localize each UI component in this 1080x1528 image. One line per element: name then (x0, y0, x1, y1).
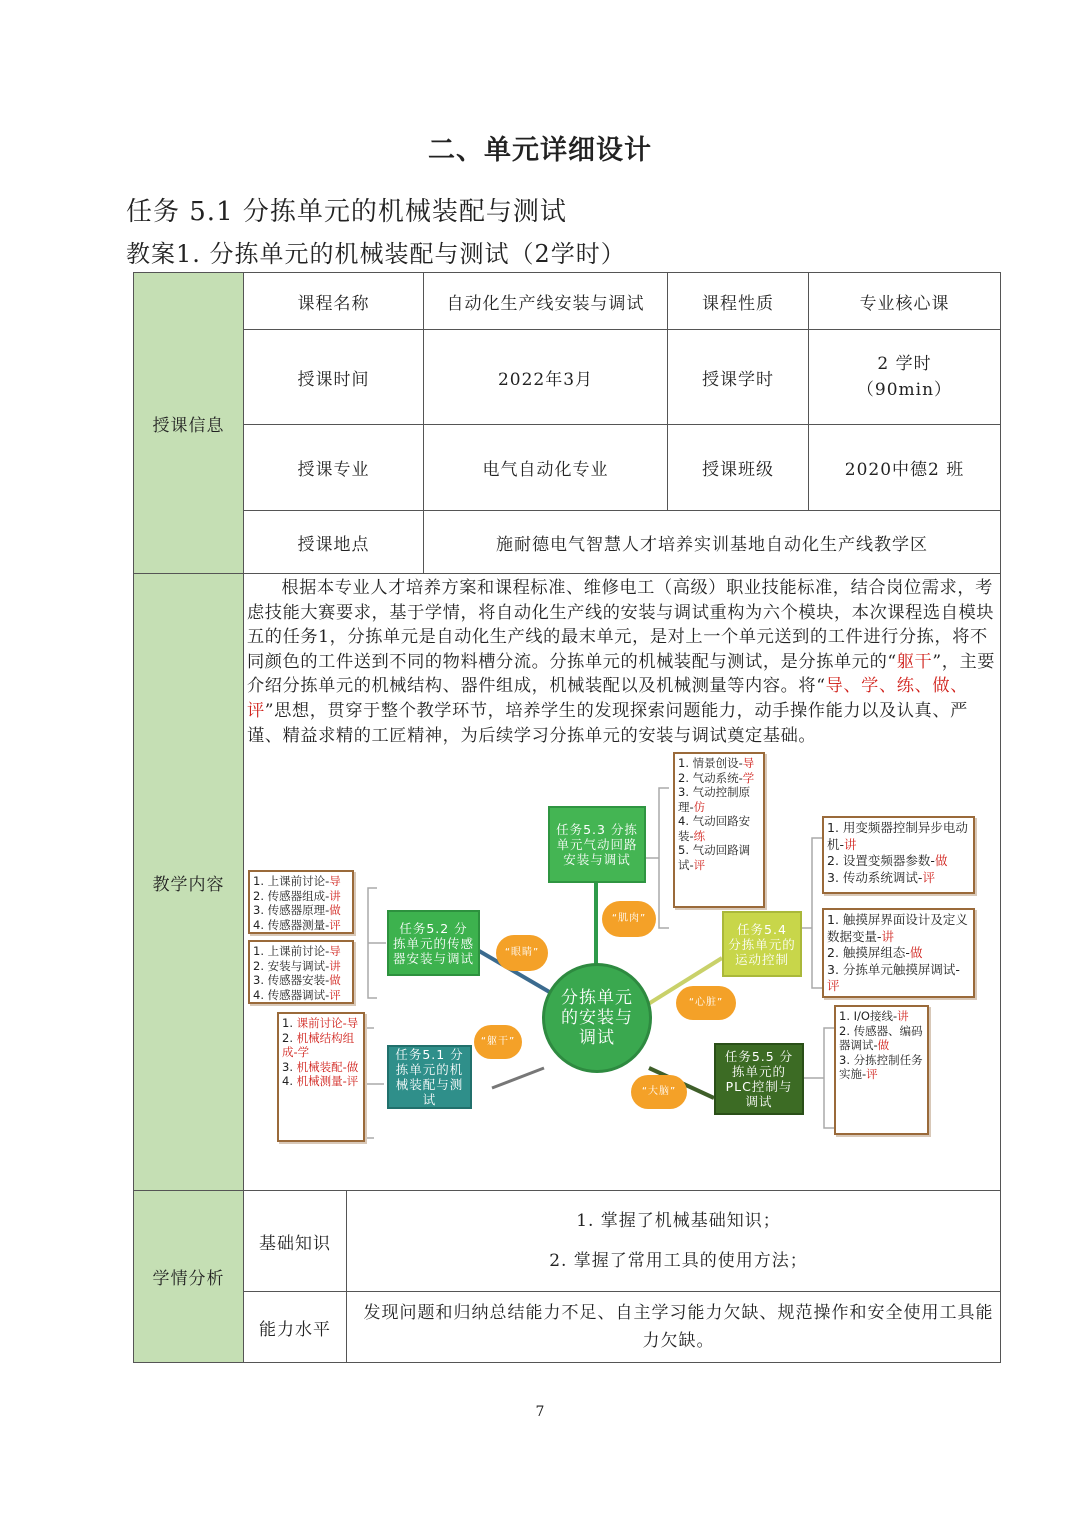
task-5-4-steps-b (822, 908, 975, 998)
step-row: 3. 分拣控制任务实施-评 (839, 1052, 923, 1082)
step-row: 1. 用变频器控制异步电动机-讲 (827, 820, 968, 852)
step-row: 3. 传感器安装-做 (253, 973, 341, 988)
course-name-value: 自动化生产线安装与调试 (424, 273, 668, 330)
task-5-1-steps (277, 1012, 365, 1142)
ability-level-label: 能力水平 (244, 1292, 347, 1363)
task-5-5-node: 任务5.5 分拣单元的PLC控制与调试 (714, 1043, 804, 1115)
task-title: 任务 5.1 分拣单元的机械装配与测试 (126, 197, 567, 227)
lesson-plan-table (133, 272, 1001, 1363)
step-row: 2. 设置变频器参数-做 (827, 853, 948, 869)
task-5-1-node: 任务5.1 分拣单元的机械装配与测试 (387, 1045, 472, 1109)
task-5-4-steps-a (822, 816, 975, 894)
basic-knowledge-label: 基础知识 (244, 1191, 347, 1292)
time-label: 授课时间 (244, 330, 424, 425)
ability-level-value: 发现问题和归纳总结能力不足、自主学习能力欠缺、规范操作和安全使用工具能力欠缺。 (347, 1292, 1001, 1363)
place-label: 授课地点 (244, 511, 424, 574)
step-row: 3. 气动控制原理-仿 (678, 785, 751, 814)
step-row: 5. 气动回路调试-评 (678, 843, 751, 872)
step-row: 2. 传感器组成-讲 (253, 888, 341, 903)
time-value: 2022年3月 (424, 330, 668, 425)
step-row: 4. 传感器测量-评 (253, 917, 341, 932)
step-row: 4. 机械测量-评 (282, 1074, 359, 1089)
step-row: 2. 触摸屏组态-做 (827, 945, 923, 961)
task-5-3-steps (673, 752, 765, 908)
hours-label: 授课学时 (668, 330, 809, 425)
hours-line-2: （90min） (856, 380, 953, 400)
center-node: 分拣单元的安装与调试 (542, 963, 652, 1073)
section-title: 二、单元详细设计 (428, 135, 652, 166)
major-label: 授课专业 (244, 425, 424, 511)
step-row: 1. I/O接线-讲 (839, 1009, 909, 1024)
cloud-danao: “大脑” (631, 1075, 687, 1109)
task-5-2-node: 任务5.2 分拣单元的传感器安装与调试 (387, 910, 480, 976)
teaching-info-label: 授课信息 (134, 273, 244, 574)
cloud-yanjing: “眼睛” (496, 935, 548, 971)
step-row: 2. 机械结构组成-学 (282, 1030, 355, 1060)
teaching-content-paragraph: 根据本专业人才培养方案和课程标准、维修电工（高级）职业技能标准，结合岗位需求，考虑技能大赛要求，基于学情，将自动化生产线的安装与调试重构为六个模块，本次课程选自模块五的任务1，分拣单元是自动化生产线的最末单元，是对上一个单元送到的工件进行分拣，将不同颜色的工件送到不同的物料槽分流。分拣单元的机械装配与测试，是分拣单元的“躯干”，主要介绍分拣单元的机械结构、器件组成，机械装配以及机械测量等内容。将“导、学、练、做、评”思想，贯穿于整个教学环节，培养学生的发现探索问题能力，动手操作能力以及认真、严谨、精益求精的工匠精神，为后续学习分拣单元的安装与调试奠定基础。 (247, 578, 996, 746)
course-name-label: 课程名称 (244, 273, 424, 330)
task-5-4-node: 任务5.4 分拣单元的运动控制 (722, 911, 802, 977)
step-row: 2. 传感器、编码器调试-做 (839, 1023, 923, 1053)
cloud-qugan: “躯干” (474, 1025, 522, 1059)
step-row: 2. 气动系统-学 (678, 770, 755, 785)
course-nature-label: 课程性质 (668, 273, 809, 330)
cloud-jirou: “肌肉” (602, 901, 656, 937)
class-label: 授课班级 (668, 425, 809, 511)
step-row: 4. 气动回路安装-练 (678, 814, 751, 843)
place-value: 施耐德电气智慧人才培养实训基地自动化生产线教学区 (424, 511, 1001, 574)
task-5-2-steps-b (248, 940, 354, 1004)
basic-knowledge-item-1: 1. 掌握了机械基础知识； (576, 1211, 781, 1231)
step-row: 1. 课前讨论-导 (282, 1016, 359, 1031)
task-5-2-steps-a (248, 870, 354, 934)
step-row: 3. 机械装配-做 (282, 1059, 359, 1074)
class-value: 2020中德2 班 (809, 425, 1001, 511)
course-nature-value: 专业核心课 (809, 273, 1001, 330)
task-5-3-node: 任务5.3 分拣单元气动回路安装与调试 (548, 806, 646, 883)
basic-knowledge-value (347, 1191, 1001, 1292)
step-row: 1. 上课前讨论-导 (253, 874, 341, 889)
mind-map (244, 748, 1000, 1178)
cloud-xinzang: “心脏” (676, 986, 736, 1020)
page-number: 7 (535, 1404, 545, 1420)
step-row: 1. 情景创设-导 (678, 756, 755, 771)
step-row: 3. 传感器原理-做 (253, 903, 341, 918)
basic-knowledge-item-2: 2. 掌握了常用工具的使用方法； (549, 1251, 808, 1271)
step-row: 4. 传感器调试-评 (253, 987, 341, 1002)
step-row: 1. 触摸屏界面设计及定义数据变量-讲 (827, 912, 968, 944)
step-row: 3. 传动系统调试-评 (827, 869, 935, 885)
step-row: 3. 分拣单元触摸屏调试-评 (827, 961, 960, 994)
task-5-5-steps (834, 1005, 929, 1135)
step-row: 2. 安装与调试-讲 (253, 958, 341, 973)
hours-value (809, 330, 1001, 425)
teaching-content-label: 教学内容 (134, 574, 244, 1191)
teaching-content-cell (244, 574, 1001, 1191)
major-value: 电气自动化专业 (424, 425, 668, 511)
student-analysis-label: 学情分析 (134, 1191, 244, 1363)
hours-line-1: 2 学时 (877, 354, 932, 374)
step-row: 1. 上课前讨论-导 (253, 944, 341, 959)
lesson-plan-title: 教案1. 分拣单元的机械装配与测试（2学时） (126, 240, 626, 268)
